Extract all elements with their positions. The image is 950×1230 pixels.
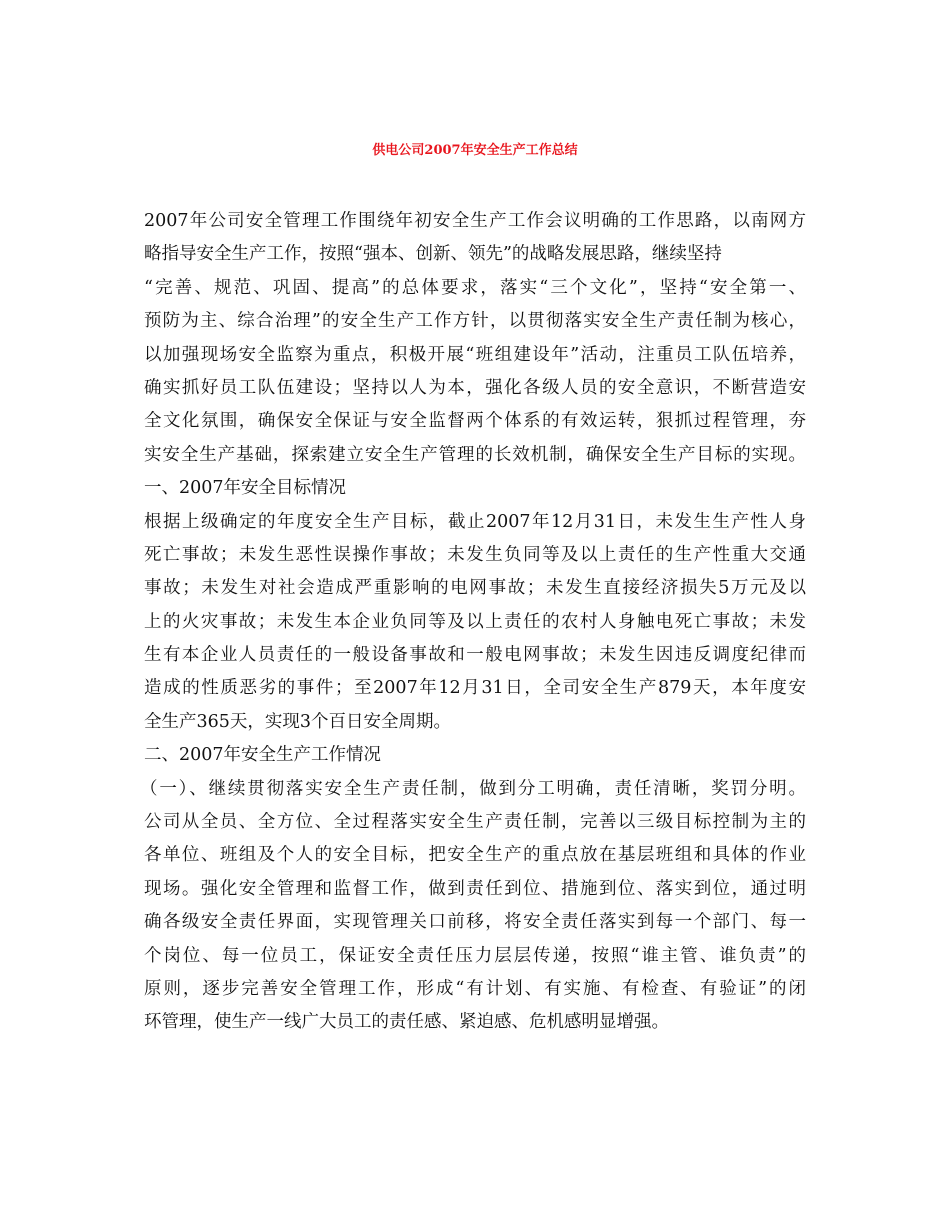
body-line: 原则，逐步完善安全管理工作，形成“有计划、有实施、有检查、有验证”的闭 <box>144 978 806 999</box>
body-line: 上的火灾事故；未发生本企业负同等及以上责任的农村人身触电死亡事故；未发 <box>144 611 806 632</box>
body-line: 略指导安全生产工作，按照“强本、创新、领先”的战略发展思路，继续坚持 <box>144 244 722 265</box>
body-line: 环管理，使生产一线广大员工的责任感、紧迫感、危机感明显增强。 <box>144 1012 669 1033</box>
body-line: 实安全生产基础，探索建立安全生产管理的长效机制，确保安全生产目标的实现。 <box>144 444 806 465</box>
body-line: 以加强现场安全监察为重点，积极开展“班组建设年”活动，注重员工队伍培养， <box>144 344 806 365</box>
body-line: 事故；未发生对社会造成严重影响的电网事故；未发生直接经济损失5万元及以 <box>144 578 806 599</box>
body-line: 现场。强化安全管理和监督工作，做到责任到位、措施到位、落实到位，通过明 <box>144 878 806 899</box>
body-line: 2007年公司安全管理工作围绕年初安全生产工作会议明确的工作思路，以南网方 <box>144 211 806 231</box>
body-line: （一）、继续贯彻落实安全生产责任制，做到分工明确，责任清晰，奖罚分明。 <box>140 778 806 799</box>
document-title: 供电公司2007年安全生产工作总结 <box>372 143 578 158</box>
document-body <box>140 205 806 1040</box>
body-line: 死亡事故；未发生恶性误操作事故；未发生负同等及以上责任的生产性重大交通 <box>144 544 806 565</box>
body-line: 确实抓好员工队伍建设；坚持以人为本，强化各级人员的安全意识，不断营造安 <box>144 377 806 398</box>
body-line: 生有本企业人员责任的一般设备事故和一般电网事故；未发生因违反调度纪律而 <box>144 645 806 666</box>
body-line: 各单位、班组及个人的安全目标，把安全生产的重点放在基层班组和具体的作业 <box>144 845 806 866</box>
body-line: 根据上级确定的年度安全生产目标，截止2007年12月31日，未发生生产性人身 <box>144 511 806 532</box>
body-line: 全生产365天，实现3个百日安全周期。 <box>144 711 452 732</box>
body-line: 全文化氛围，确保安全保证与安全监督两个体系的有效运转，狠抓过程管理，夯 <box>144 411 806 432</box>
body-line: 一、2007年安全目标情况 <box>144 478 347 499</box>
body-line: 个岗位、每一位员工，保证安全责任压力层层传递，按照“谁主管、谁负责”的 <box>144 945 806 966</box>
body-line: “完善、规范、巩固、提高”的总体要求，落实“三个文化”，坚持“安全第一、 <box>144 277 806 298</box>
body-line: 公司从全员、全方位、全过程落实安全生产责任制，完善以三级目标控制为主的 <box>144 812 806 833</box>
body-line: 预防为主、综合治理”的安全生产工作方针，以贯彻落实安全生产责任制为核心， <box>144 311 806 332</box>
body-line: 确各级安全责任界面，实现管理关口前移，将安全责任落实到每一个部门、每一 <box>144 912 806 933</box>
body-line: 二、2007年安全生产工作情况 <box>144 745 382 766</box>
body-line: 造成的性质恶劣的事件；至2007年12月31日，全司安全生产879天，本年度安 <box>144 678 806 699</box>
